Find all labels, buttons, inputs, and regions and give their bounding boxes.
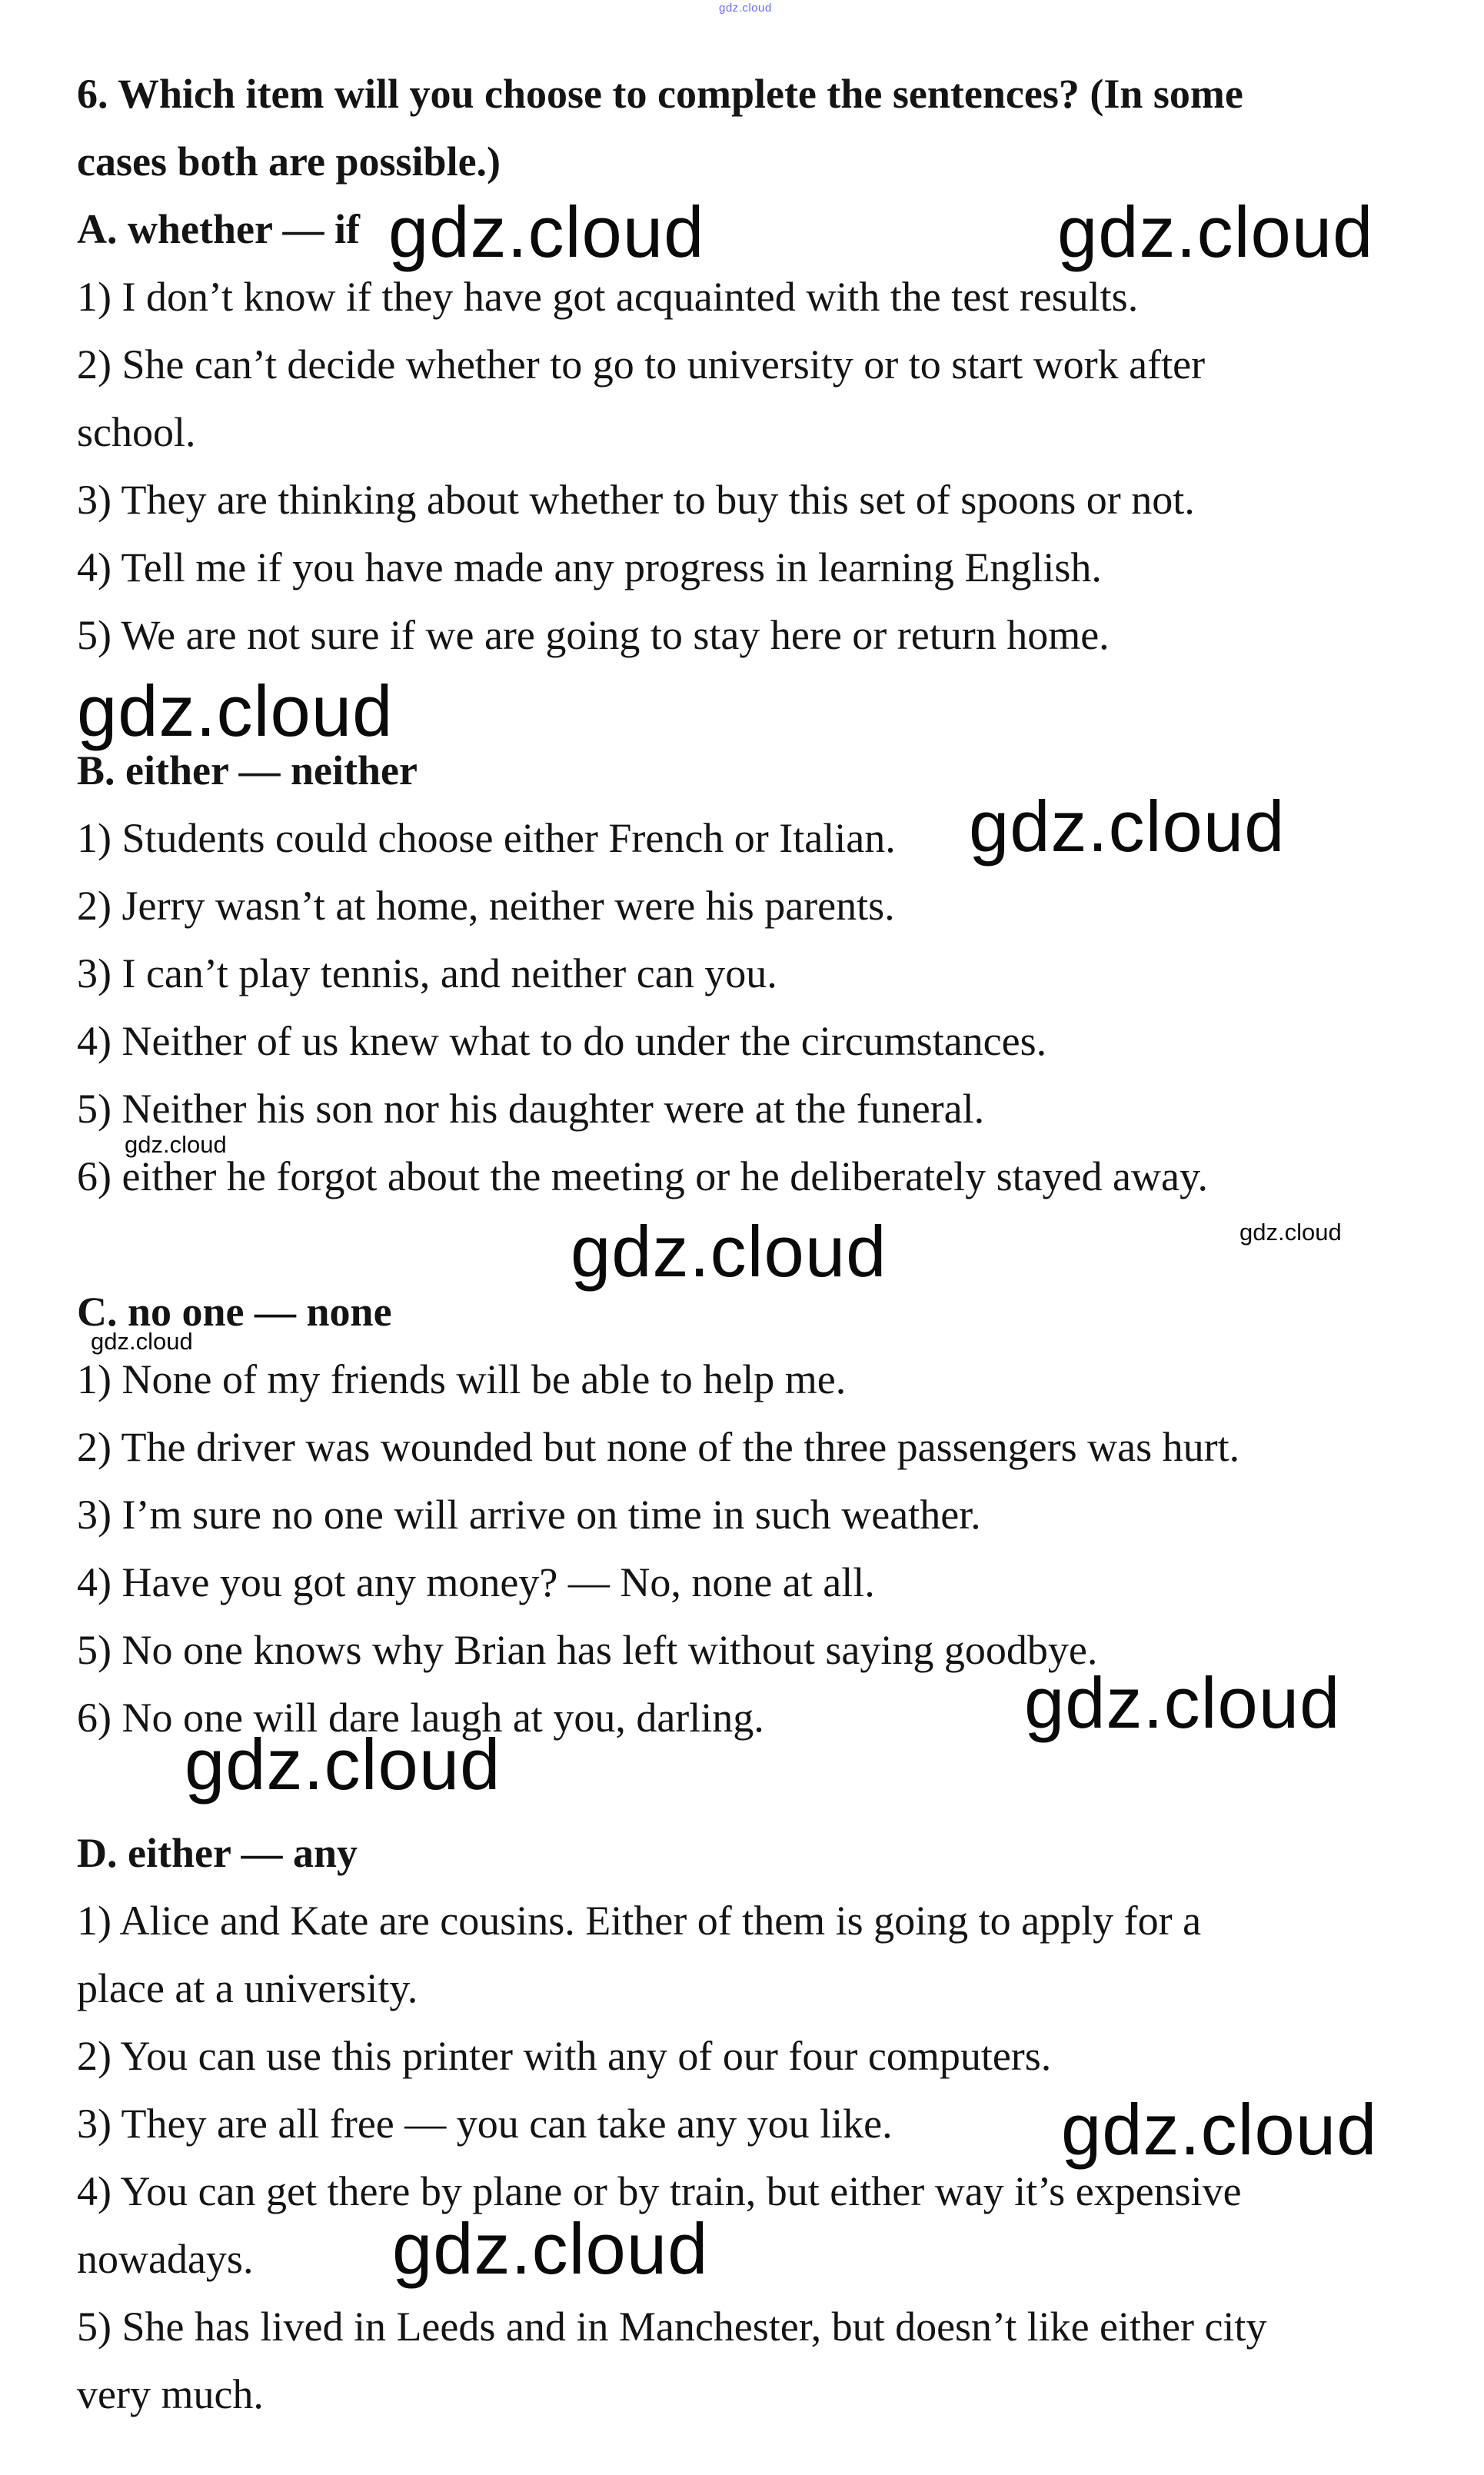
section-a-line: 2) She can’t decide whether to go to university or to start work after bbox=[77, 341, 1206, 388]
section-c-line: 2) The driver was wounded but none of the three passengers was hurt. bbox=[77, 1424, 1240, 1470]
section-b-line: 1) Students could choose either French or Italian. bbox=[77, 815, 896, 861]
top-watermark: gdz.cloud bbox=[719, 2, 772, 15]
section-d-heading: D. either — any bbox=[77, 1830, 358, 1876]
watermark: gdz.cloud bbox=[571, 1211, 887, 1292]
section-b-line: 3) I can’t play tennis, and neither can you. bbox=[77, 950, 777, 996]
section-d-line: 5) She has lived in Leeds and in Manchester, but doesn’t like either city bbox=[77, 2304, 1267, 2350]
section-c-heading: C. no one — none bbox=[77, 1289, 392, 1335]
watermark: gdz.cloud bbox=[1024, 1662, 1341, 1743]
section-a-line: 3) They are thinking about whether to buy this set of spoons or not. bbox=[77, 477, 1195, 523]
watermark: gdz.cloud bbox=[388, 191, 705, 272]
watermark: gdz.cloud bbox=[125, 1131, 227, 1158]
section-c-line: 6) No one will dare laugh at you, darling. bbox=[77, 1695, 764, 1741]
watermark: gdz.cloud bbox=[969, 786, 1286, 867]
section-a-line: school. bbox=[77, 409, 196, 455]
watermark: gdz.cloud bbox=[77, 670, 394, 751]
section-c-line: 4) Have you got any money? — No, none at all. bbox=[77, 1559, 875, 1605]
watermark: gdz.cloud bbox=[91, 1328, 193, 1355]
watermark: gdz.cloud bbox=[1057, 191, 1374, 272]
watermark: gdz.cloud bbox=[185, 1724, 501, 1805]
section-d-line: very much. bbox=[77, 2371, 264, 2417]
section-b-line: 2) Jerry wasn’t at home, neither were his parents. bbox=[77, 883, 895, 929]
section-b-line: 5) Neither his son nor his daughter were at the funeral. bbox=[77, 1086, 985, 1132]
watermark: gdz.cloud bbox=[392, 2208, 709, 2289]
task-title-line-1: 6. Which item will you choose to complete the sentences? (In some bbox=[77, 71, 1243, 117]
section-d-line: place at a university. bbox=[77, 1965, 418, 2011]
task-title-line-2: cases both are possible.) bbox=[77, 138, 501, 185]
section-b-line: 6) either he forgot about the meeting or he deliberately stayed away. bbox=[77, 1153, 1208, 1199]
section-a-line: 4) Tell me if you have made any progress in learning English. bbox=[77, 544, 1102, 590]
watermark: gdz.cloud bbox=[1239, 1219, 1342, 1246]
section-c-line: 3) I’m sure no one will arrive on time in such weather. bbox=[77, 1492, 981, 1538]
section-d-line: 2) You can use this printer with any of our four computers. bbox=[77, 2033, 1052, 2079]
watermark: gdz.cloud bbox=[1061, 2089, 1378, 2170]
section-d-line: 1) Alice and Kate are cousins. Either of them is going to apply for a bbox=[77, 1898, 1202, 1944]
section-a-line: 5) We are not sure if we are going to stay here or return home. bbox=[77, 612, 1110, 658]
section-d-line: nowadays. bbox=[77, 2236, 254, 2282]
section-b-heading: B. either — neither bbox=[77, 747, 418, 793]
section-d-line: 4) You can get there by plane or by train, but either way it’s expensive bbox=[77, 2168, 1242, 2214]
section-c-line: 1) None of my friends will be able to help me. bbox=[77, 1356, 847, 1402]
section-c-line: 5) No one knows why Brian has left without saying goodbye. bbox=[77, 1627, 1098, 1673]
section-a-heading: A. whether — if bbox=[77, 206, 360, 252]
section-d-line: 3) They are all free — you can take any you like. bbox=[77, 2101, 893, 2147]
section-b-line: 4) Neither of us knew what to do under the circumstances. bbox=[77, 1018, 1047, 1064]
section-a-line: 1) I don’t know if they have got acquainted with the test results. bbox=[77, 274, 1139, 320]
